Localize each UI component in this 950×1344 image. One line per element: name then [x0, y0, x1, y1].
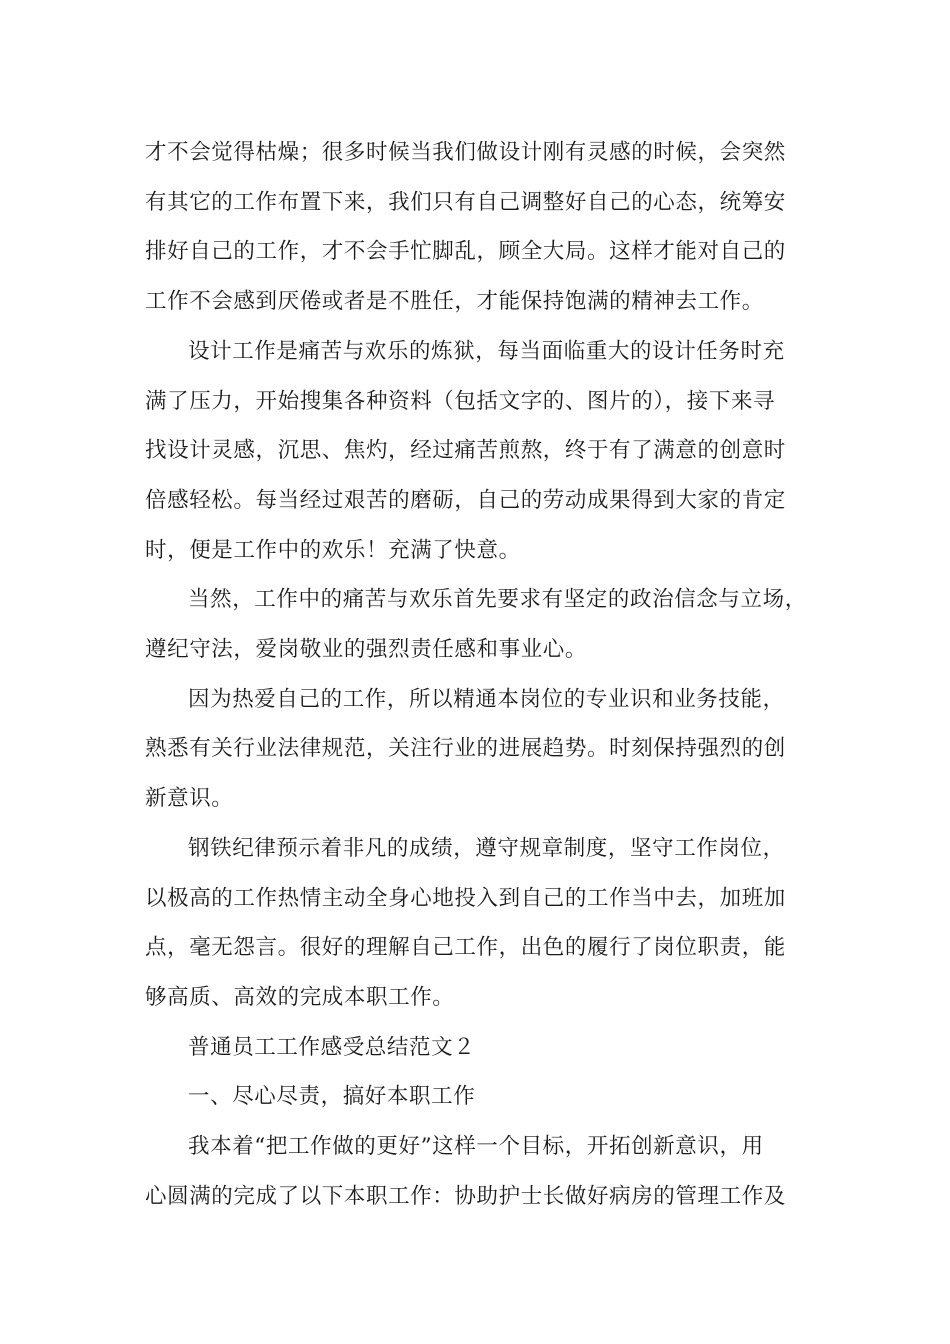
- text-line: 新意识。: [145, 786, 234, 812]
- text-line: 当然，工作中的痛苦与欢乐首先要求有坚定的政治信念与立场，: [188, 587, 807, 613]
- paragraph-1: [145, 128, 825, 327]
- text-line: 以极高的工作热情主动全身心地投入到自己的工作当中去，加班加: [145, 885, 786, 911]
- text-line: 满了压力，开始搜集各种资料（包括文字的、图片的），接下来寻: [145, 388, 776, 414]
- text-line: 点，毫无怨言。很好的理解自己工作，出色的履行了岗位职责，能: [145, 935, 786, 961]
- text-line: 倍感轻松。每当经过艰苦的磨砺，自己的劳动成果得到大家的肯定: [145, 487, 786, 513]
- text-line: 一、尽心尽责，搞好本职工作: [188, 1084, 476, 1110]
- text-line: 够高质、高效的完成本职工作。: [145, 984, 455, 1010]
- section-heading: [145, 1072, 825, 1122]
- section-title: [145, 1023, 825, 1073]
- text-line: 钢铁纪律预示着非凡的成绩，遵守规章制度，坚守工作岗位，: [188, 835, 785, 861]
- text-line: 排好自己的工作，才不会手忙脚乱，顾全大局。这样才能对自己的: [145, 239, 786, 265]
- paragraph-8: [145, 1122, 825, 1221]
- text-line: 普通员工工作感受总结范文２: [188, 1034, 476, 1060]
- text-line: 遵纪守法，爱岗敬业的强烈责任感和事业心。: [145, 637, 588, 663]
- paragraph-3: [145, 575, 825, 674]
- paragraph-5: [145, 824, 825, 1023]
- text-line: 我本着“把工作做的更好”这样一个目标，开拓创新意识，用: [188, 1134, 764, 1160]
- text-line: 找设计灵感，沉思、焦灼，经过痛苦煎熬，终于有了满意的创意时: [145, 438, 786, 464]
- text-line: 工作不会感到厌倦或者是不胜任，才能保持饱满的精神去工作。: [145, 289, 764, 315]
- paragraph-2: [145, 327, 825, 576]
- text-line: 熟悉有关行业法律规范，关注行业的进展趋势。时刻保持强烈的创: [145, 736, 786, 762]
- text-line: 才不会觉得枯燥；很多时候当我们做设计刚有灵感的时候，会突然: [145, 140, 786, 165]
- text-line: 时，便是工作中的欢乐！充满了快意。: [145, 537, 521, 563]
- document-body: [145, 128, 825, 1221]
- text-line: 心圆满的完成了以下本职工作：协助护士长做好病房的管理工作及: [145, 1183, 786, 1209]
- text-line: 因为热爱自己的工作，所以精通本岗位的专业识和业务技能，: [188, 686, 785, 712]
- text-line: 设计工作是痛苦与欢乐的炼狱，每当面临重大的设计任务时充: [188, 338, 785, 364]
- text-line: 有其它的工作布置下来，我们只有自己调整好自己的心态，统筹安: [145, 189, 786, 215]
- paragraph-4: [145, 675, 825, 824]
